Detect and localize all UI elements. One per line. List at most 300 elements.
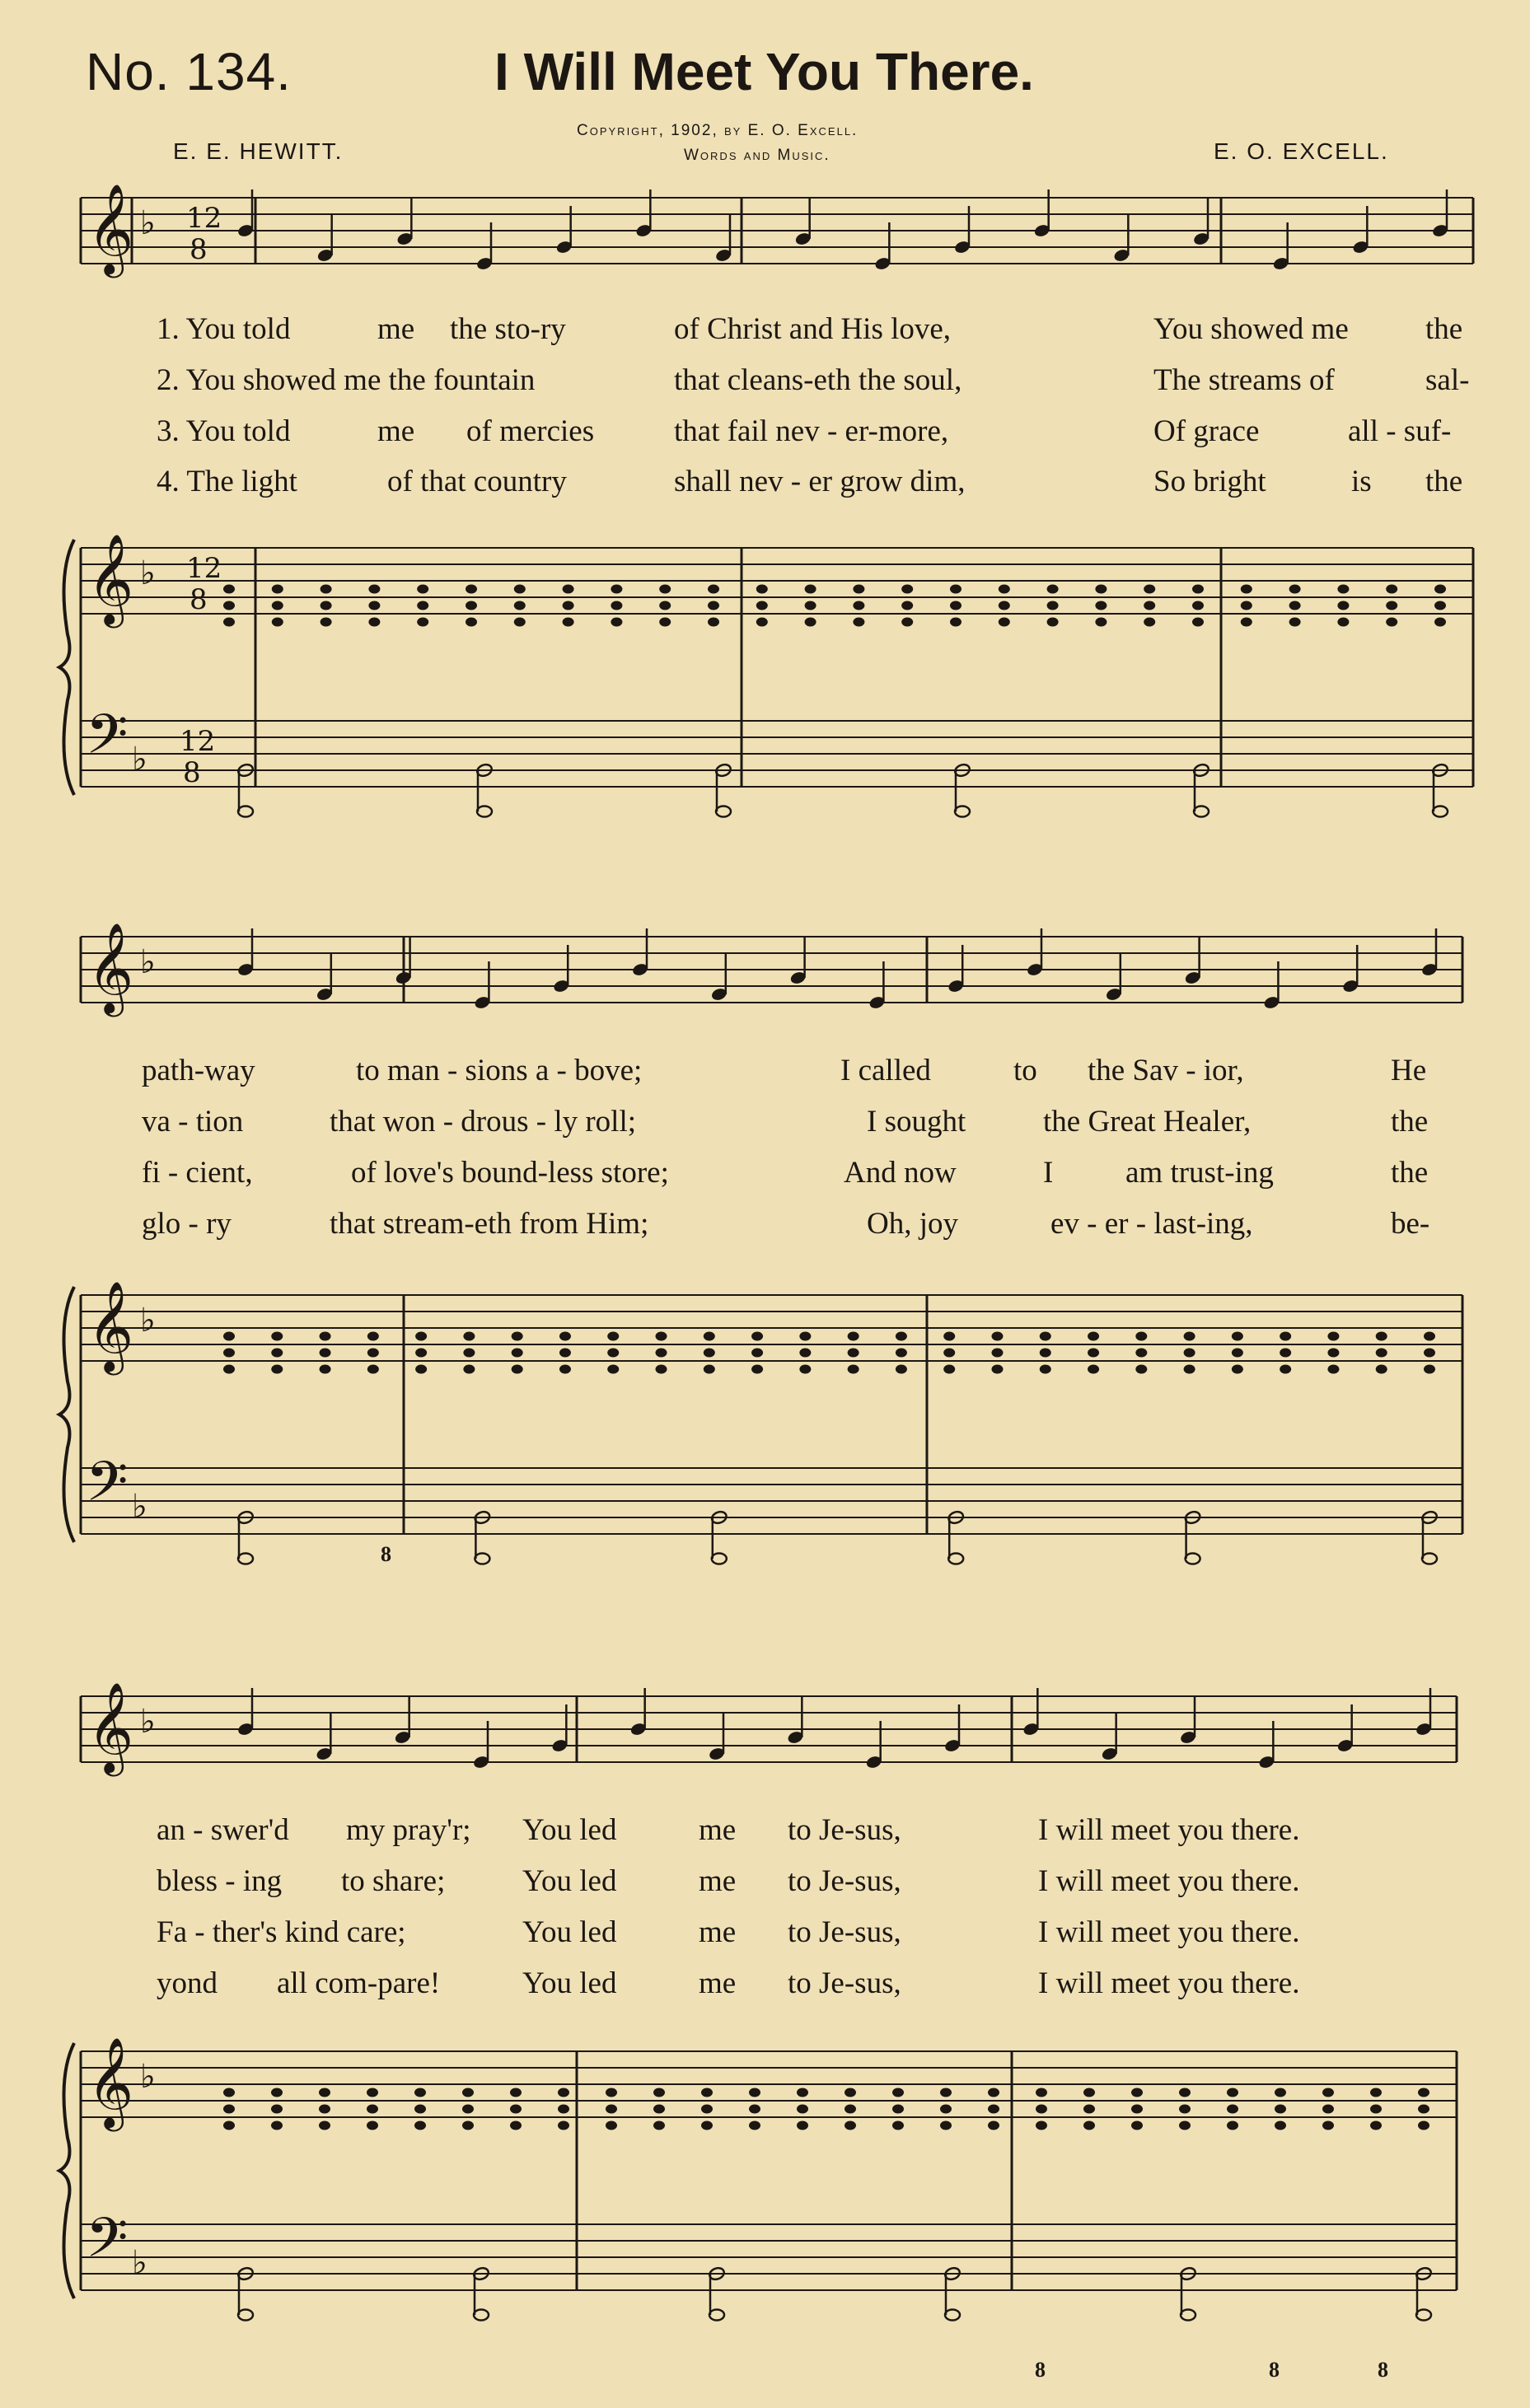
flat-icon: ♭: [140, 1703, 156, 1741]
chord-note: [1083, 2121, 1095, 2130]
chord-note: [749, 2105, 760, 2114]
chord-note: [1337, 618, 1349, 627]
lyric-s2-3e: am trust-ing: [1125, 1156, 1274, 1190]
chord-note: [563, 618, 574, 627]
chord-note: [1179, 2105, 1191, 2114]
chord-note: [558, 2105, 569, 2114]
chord-note: [271, 1349, 283, 1358]
chord-note: [1275, 2105, 1286, 2114]
chord-note: [368, 618, 380, 627]
chord-note: [558, 2088, 569, 2097]
chord-note: [271, 1365, 283, 1374]
lyric-verse-1d: of Christ and His love,: [674, 312, 952, 346]
lyric-verse-2b: that cleans-eth the soul,: [674, 363, 962, 397]
chord-note: [950, 585, 962, 594]
chord-note: [607, 1332, 619, 1341]
time-signature: 8: [183, 756, 201, 789]
chord-note: [1135, 1332, 1147, 1341]
chord-note: [659, 601, 671, 610]
lyric-verse-3c: of mercies: [466, 414, 595, 448]
copyright-note: Words and Music.: [684, 147, 831, 164]
chord-note: [901, 585, 913, 594]
chord-note: [1227, 2121, 1238, 2130]
lyric-s2-2b: that won - drous - ly roll;: [330, 1105, 637, 1139]
chord-note: [510, 2121, 522, 2130]
chord-note: [466, 585, 477, 594]
chord-note: [1095, 601, 1107, 610]
lyric-verse-1a: 1. You told: [157, 312, 291, 346]
chord-note: [559, 1332, 571, 1341]
chord-note: [896, 1365, 907, 1374]
chord-note: [848, 1332, 859, 1341]
chord-note: [415, 1365, 427, 1374]
chord-note: [659, 585, 671, 594]
time-signature: 8: [189, 583, 208, 616]
chord-note: [367, 1365, 379, 1374]
chord-note: [1047, 585, 1059, 594]
lyric-s2-2a: va - tion: [142, 1105, 244, 1139]
chord-note: [462, 2088, 474, 2097]
chord-note: [892, 2088, 904, 2097]
lyric-s2-4b: that stream-eth from Him;: [330, 1207, 649, 1241]
lyric-verse-4c: shall nev - er grow dim,: [674, 465, 966, 498]
chord-note: [999, 601, 1010, 610]
chord-note: [901, 601, 913, 610]
bass-note: [238, 1554, 253, 1564]
chord-note: [1040, 1332, 1051, 1341]
time-signature: 12: [180, 725, 216, 758]
bass-note: [948, 1554, 963, 1564]
chord-note: [1135, 1365, 1147, 1374]
lyric-verse-3f: all - suf-: [1348, 414, 1452, 448]
chord-note: [1131, 2121, 1143, 2130]
music-author: E. O. EXCELL.: [1214, 138, 1389, 164]
chord-note: [462, 2105, 474, 2114]
grand-staff-brace: [59, 540, 74, 795]
bass-note: [712, 1554, 727, 1564]
chord-note: [1088, 1365, 1099, 1374]
chord-note: [756, 585, 768, 594]
chord-note: [896, 1349, 907, 1358]
lyric-verse-4a: 4. The light: [157, 465, 297, 498]
bass-note: [238, 807, 253, 817]
chord-note: [950, 618, 962, 627]
chord-note: [367, 2121, 378, 2130]
chord-note: [1289, 618, 1301, 627]
chord-note: [1232, 1349, 1243, 1358]
chord-note: [463, 1349, 475, 1358]
lyric-s2-3a: fi - cient,: [142, 1156, 253, 1190]
chord-note: [466, 601, 477, 610]
chord-note: [1327, 1332, 1339, 1341]
chord-note: [512, 1332, 523, 1341]
chord-note: [1192, 585, 1204, 594]
chord-note: [321, 618, 332, 627]
staff-lines: [81, 198, 1473, 2290]
chord-note: [510, 2105, 522, 2114]
bass-note: [475, 1554, 489, 1564]
chord-note: [845, 2121, 856, 2130]
octave-mark: 8: [1378, 2358, 1388, 2382]
chord-note: [1275, 2088, 1286, 2097]
bass-note: [716, 807, 731, 817]
chord-note: [223, 585, 235, 594]
chord-note: [1184, 1349, 1195, 1358]
chord-note: [848, 1349, 859, 1358]
chord-note: [1144, 601, 1155, 610]
lyric-verse-2a: 2. You showed me the fountain: [157, 363, 536, 397]
chord-note: [659, 618, 671, 627]
chord-note: [704, 1332, 715, 1341]
lyric-s3-3b: You led: [522, 1915, 617, 1949]
chord-note: [611, 601, 622, 610]
lyric-s3-1e: to Je-sus,: [788, 1813, 901, 1847]
lyric-s3-1c: You led: [522, 1813, 617, 1847]
chord-note: [462, 2121, 474, 2130]
lyric-s3-2f: I will meet you there.: [1038, 1864, 1300, 1898]
chord-note: [1192, 618, 1204, 627]
chord-note: [321, 601, 332, 610]
lyric-s3-3d: to Je-sus,: [788, 1915, 901, 1949]
chord-note: [1418, 2105, 1429, 2114]
chord-note: [414, 2088, 426, 2097]
chord-note: [223, 2121, 235, 2130]
lyric-s3-2b: to share;: [341, 1864, 446, 1898]
bass-note: [1433, 807, 1448, 817]
chord-note: [223, 618, 235, 627]
lyric-s2-3b: of love's bound-less store;: [351, 1156, 669, 1190]
treble-clef-icon: 𝄞: [87, 923, 134, 1013]
chord-note: [701, 2088, 713, 2097]
chord-note: [653, 2121, 665, 2130]
chord-note: [319, 2105, 330, 2114]
flat-icon: ♭: [140, 204, 156, 242]
chord-note: [463, 1365, 475, 1374]
chord-note: [1424, 1349, 1435, 1358]
chord-note: [1144, 618, 1155, 627]
bass-note: [474, 2310, 489, 2321]
chord-note: [901, 618, 913, 627]
lyric-s3-3a: Fa - ther's kind care;: [157, 1915, 406, 1949]
lyric-verse-2c: The streams of: [1153, 363, 1335, 397]
chord-note: [1227, 2105, 1238, 2114]
bass-clef-icon: 𝄢: [86, 2206, 129, 2283]
chord-note: [848, 1365, 859, 1374]
chord-note: [1047, 601, 1059, 610]
chord-note: [607, 1365, 619, 1374]
chord-note: [607, 1349, 619, 1358]
chord-note: [463, 1332, 475, 1341]
chord-note: [512, 1365, 523, 1374]
lyric-s2-1a: path-way: [142, 1054, 255, 1087]
chord-note: [559, 1365, 571, 1374]
chord-note: [853, 618, 864, 627]
lyric-s2-3d: I: [1043, 1156, 1054, 1190]
chord-note: [319, 2121, 330, 2130]
octave-mark: 8: [1035, 2358, 1046, 2382]
chord-note: [704, 1365, 715, 1374]
lyric-verse-1f: the: [1425, 312, 1463, 346]
chord-note: [1047, 618, 1059, 627]
chord-note: [611, 618, 622, 627]
bass-note: [955, 807, 970, 817]
lyric-verse-4b: of that country: [387, 465, 567, 498]
chord-note: [414, 2121, 426, 2130]
chord-note: [558, 2121, 569, 2130]
chord-note: [271, 2088, 283, 2097]
chord-note: [1184, 1365, 1195, 1374]
chord-note: [892, 2105, 904, 2114]
chord-note: [1337, 585, 1349, 594]
chord-note: [512, 1349, 523, 1358]
chord-note: [940, 2121, 952, 2130]
chord-note: [845, 2088, 856, 2097]
lyric-s3-2a: bless - ing: [157, 1864, 283, 1898]
chord-note: [367, 1349, 379, 1358]
chord-note: [940, 2088, 952, 2097]
lyric-s3-4e: to Je-sus,: [788, 1966, 901, 2000]
chord-note: [1386, 585, 1397, 594]
chord-note: [223, 1365, 235, 1374]
treble-clef-icon: 𝄞: [87, 184, 134, 274]
chord-note: [319, 2088, 330, 2097]
chord-note: [1184, 1332, 1195, 1341]
chord-note: [708, 601, 719, 610]
chord-note: [415, 1332, 427, 1341]
chord-note: [805, 618, 816, 627]
lyric-s3-4c: You led: [522, 1966, 617, 2000]
time-signature: 12: [186, 552, 222, 585]
chord-note: [1370, 2105, 1382, 2114]
chord-note: [805, 585, 816, 594]
chord-note: [1227, 2088, 1238, 2097]
lyric-verse-4e: is: [1351, 465, 1372, 498]
lyric-s2-4a: glo - ry: [142, 1207, 232, 1241]
chord-note: [845, 2105, 856, 2114]
flat-icon: ♭: [132, 741, 147, 779]
hymn-number: No. 134.: [86, 42, 292, 101]
chord-note: [751, 1365, 763, 1374]
chord-note: [797, 2088, 808, 2097]
chord-note: [417, 618, 428, 627]
chord-note: [704, 1349, 715, 1358]
bass-note: [1181, 2310, 1195, 2321]
lyric-s2-3c: And now: [844, 1156, 957, 1190]
octave-mark: 8: [1269, 2358, 1280, 2382]
time-signature: 12: [186, 202, 222, 235]
chord-note: [988, 2105, 999, 2114]
chord-note: [271, 2121, 283, 2130]
barlines: [81, 198, 1473, 2290]
lyric-verse-1e: You showed me: [1153, 312, 1349, 346]
chord-note: [368, 585, 380, 594]
lyric-verse-4d: So bright: [1153, 465, 1266, 498]
chord-note: [1386, 601, 1397, 610]
chord-note: [751, 1349, 763, 1358]
brace-marks: [59, 540, 74, 2298]
chord-note: [367, 2088, 378, 2097]
lyric-s2-4e: be-: [1391, 1207, 1430, 1241]
chord-note: [999, 618, 1010, 627]
copyright-line: Copyright, 1902, by E. O. Excell.: [577, 122, 859, 139]
bass-note: [477, 807, 492, 817]
chord-note: [1040, 1349, 1051, 1358]
chord-note: [414, 2105, 426, 2114]
chord-note: [272, 601, 283, 610]
lyric-s2-1b: to man - sions a - bove;: [356, 1054, 643, 1087]
lyric-s3-3c: me: [699, 1915, 737, 1949]
chord-note: [1036, 2105, 1047, 2114]
lyric-s2-1c: I called: [840, 1054, 931, 1087]
time-signature: 8: [189, 233, 208, 266]
chord-note: [1327, 1365, 1339, 1374]
chord-note: [896, 1332, 907, 1341]
chord-note: [853, 601, 864, 610]
lyric-verse-3e: Of grace: [1153, 414, 1260, 448]
chord-note: [1424, 1365, 1435, 1374]
chord-note: [1280, 1332, 1291, 1341]
lyric-s3-1a: an - swer'd: [157, 1813, 289, 1847]
chord-note: [223, 2105, 235, 2114]
chord-note: [1232, 1332, 1243, 1341]
chord-note: [611, 585, 622, 594]
lyric-s3-1d: me: [699, 1813, 737, 1847]
chord-note: [701, 2105, 713, 2114]
chord-note: [1322, 2088, 1334, 2097]
chord-note: [708, 585, 719, 594]
chord-note: [756, 618, 768, 627]
chord-note: [1131, 2105, 1143, 2114]
chord-note: [1083, 2088, 1095, 2097]
chord-note: [417, 601, 428, 610]
chord-note: [271, 2105, 283, 2114]
chord-note: [1192, 601, 1204, 610]
flat-icon: ♭: [140, 2058, 156, 2096]
chord-note: [320, 1365, 331, 1374]
chord-note: [943, 1349, 955, 1358]
lyric-s3-1b: my pray'r;: [346, 1813, 471, 1847]
lyric-s2-4d: ev - er - last-ing,: [1050, 1207, 1253, 1241]
bass-note: [709, 2310, 724, 2321]
chord-note: [514, 618, 526, 627]
chord-note: [271, 1332, 283, 1341]
lyric-s2-2c: I sought: [867, 1105, 966, 1139]
chord-note: [1241, 618, 1252, 627]
chord-note: [321, 585, 332, 594]
chord-note: [1241, 585, 1252, 594]
chord-note: [1088, 1349, 1099, 1358]
octave-mark: 8: [381, 1542, 391, 1566]
lyric-s2-1f: He: [1391, 1054, 1427, 1087]
bass-note: [1186, 1554, 1200, 1564]
chord-note: [272, 618, 283, 627]
notes: [223, 189, 1452, 2321]
chord-note: [1370, 2121, 1382, 2130]
treble-clef-icon: 𝄞: [87, 534, 134, 624]
chord-note: [991, 1349, 1003, 1358]
bass-note: [238, 2310, 253, 2321]
lyric-s2-3f: the: [1391, 1156, 1429, 1190]
chord-note: [991, 1365, 1003, 1374]
lyric-s2-2d: the Great Healer,: [1043, 1105, 1252, 1139]
chord-note: [950, 601, 962, 610]
lyric-s3-4f: I will meet you there.: [1038, 1966, 1300, 2000]
chord-note: [943, 1332, 955, 1341]
chord-note: [653, 2088, 665, 2097]
lyric-s2-4c: Oh, joy: [867, 1207, 958, 1241]
chord-note: [1095, 618, 1107, 627]
lyric-s3-4d: me: [699, 1966, 737, 2000]
lyric-s2-2e: the: [1391, 1105, 1429, 1139]
chord-note: [320, 1349, 331, 1358]
chord-note: [1131, 2088, 1143, 2097]
flat-icon: ♭: [132, 1488, 147, 1526]
lyric-verse-1b: me: [377, 312, 415, 346]
grand-staff-brace: [59, 2043, 74, 2298]
chord-note: [223, 1349, 235, 1358]
words-author: E. E. HEWITT.: [173, 138, 344, 164]
chord-note: [466, 618, 477, 627]
chord-note: [563, 601, 574, 610]
chord-note: [892, 2121, 904, 2130]
lyric-s3-4a: yond: [157, 1966, 218, 2000]
chord-note: [1275, 2121, 1286, 2130]
chord-note: [1424, 1332, 1435, 1341]
chord-note: [367, 1332, 379, 1341]
chord-note: [656, 1349, 667, 1358]
chord-note: [708, 618, 719, 627]
lyric-verse-4f: the: [1425, 465, 1463, 498]
chord-note: [1280, 1349, 1291, 1358]
chord-note: [1179, 2121, 1191, 2130]
flat-icon: ♭: [140, 943, 156, 981]
chord-note: [1289, 601, 1301, 610]
grand-staff-brace: [59, 1287, 74, 1542]
lyric-s3-2e: to Je-sus,: [788, 1864, 901, 1898]
chord-note: [1036, 2121, 1047, 2130]
chord-note: [1370, 2088, 1382, 2097]
lyric-s2-1e: the Sav - ior,: [1088, 1054, 1244, 1087]
chord-note: [1322, 2105, 1334, 2114]
chord-note: [853, 585, 864, 594]
chord-note: [751, 1332, 763, 1341]
flat-icon: ♭: [140, 1302, 156, 1340]
chord-note: [943, 1365, 955, 1374]
bass-note: [945, 2310, 960, 2321]
lyric-s3-2d: me: [699, 1864, 737, 1898]
chord-note: [749, 2121, 760, 2130]
flat-icon: ♭: [132, 2244, 147, 2282]
chord-note: [1135, 1349, 1147, 1358]
chord-note: [417, 585, 428, 594]
chord-note: [559, 1349, 571, 1358]
chord-note: [1280, 1365, 1291, 1374]
chord-note: [223, 1332, 235, 1341]
chord-note: [415, 1349, 427, 1358]
clefs: [86, 184, 222, 2283]
lyric-verse-3d: that fail nev - er-more,: [674, 414, 949, 448]
chord-note: [606, 2105, 617, 2114]
chord-note: [1144, 585, 1155, 594]
chord-note: [1327, 1349, 1339, 1358]
lyric-verse-3a: 3. You told: [157, 414, 291, 448]
chord-note: [749, 2088, 760, 2097]
chord-note: [940, 2105, 952, 2114]
bass-clef-icon: 𝄢: [86, 703, 129, 779]
chord-note: [799, 1349, 811, 1358]
chord-note: [1376, 1365, 1387, 1374]
chord-note: [1232, 1365, 1243, 1374]
